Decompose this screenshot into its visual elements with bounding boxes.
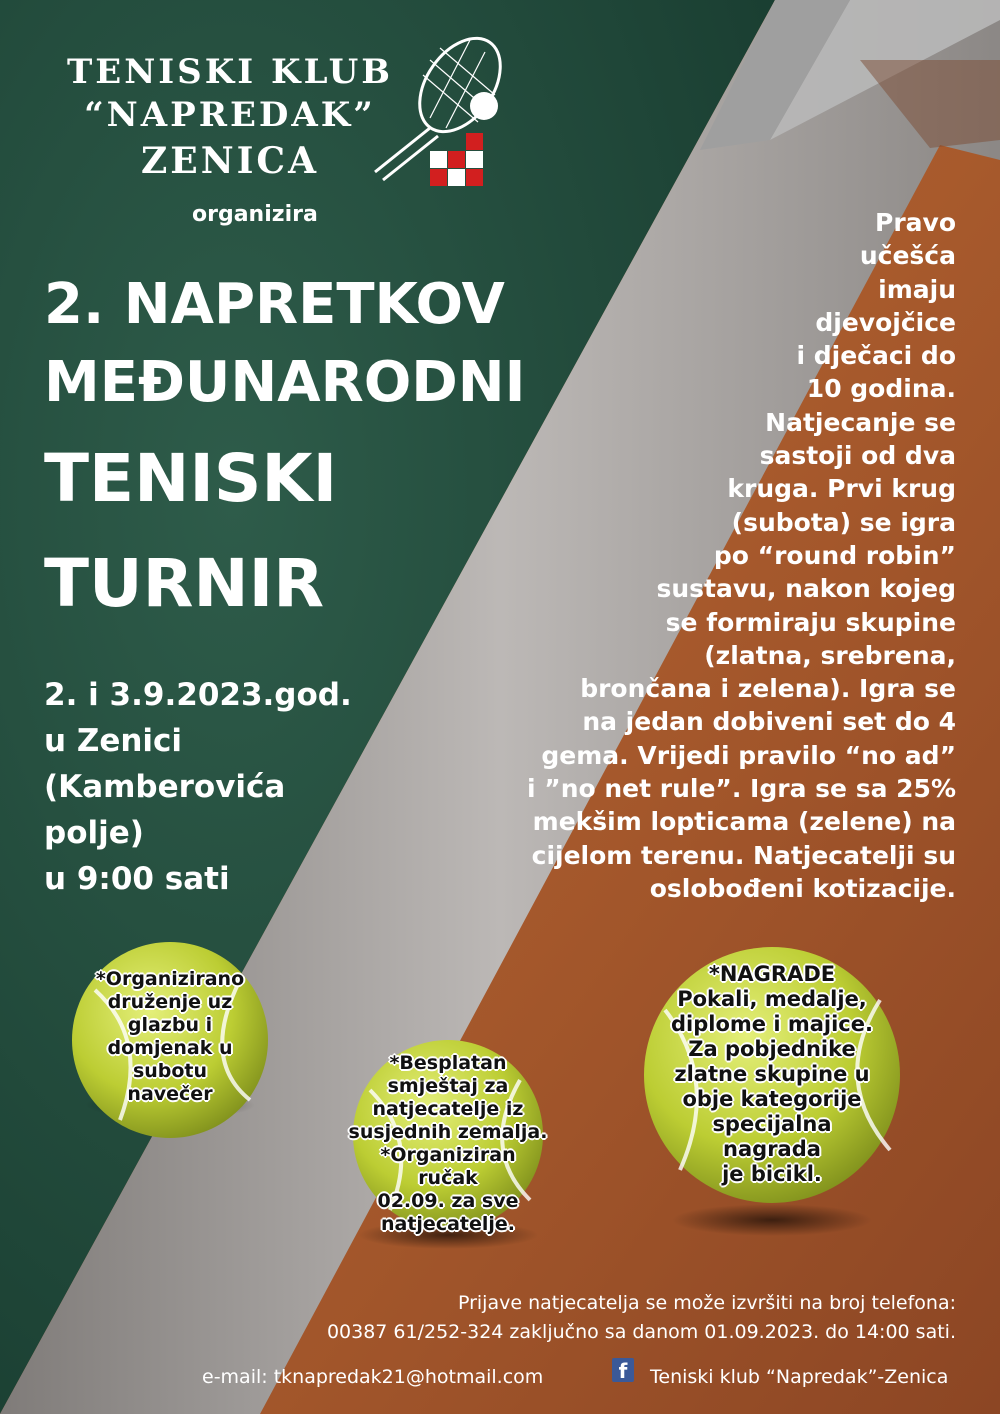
title-line1: 2. NAPRETKOV	[44, 272, 505, 337]
footer-facebook[interactable]: Teniski klub “Napredak”-Zenica	[650, 1366, 949, 1388]
ball-right-line: Za pobjednike	[688, 1037, 856, 1061]
title-line4: TURNIR	[44, 545, 325, 622]
rules-line: oslobođeni kotizacije.	[649, 873, 956, 903]
footer-line1: Prijave natjecatelja se može izvršiti na broj telefona:	[457, 1292, 956, 1314]
rules-text	[516, 206, 956, 905]
ball-middle-line: 02.09. za sve	[377, 1190, 519, 1212]
rules-line: Natjecanje se	[765, 407, 956, 437]
ball-right-line: diplome i majice.	[671, 1012, 873, 1036]
ball-middle-line: susjednih zemalja.	[348, 1121, 548, 1143]
rules-line: sustavu, nakon kojeg	[656, 574, 956, 604]
ball-left-line: subotu	[132, 1060, 208, 1082]
ball-middle-line: *Besplatan	[389, 1052, 507, 1074]
footer-line2: 00387 61/252-324 zaključno sa danom 01.09.2023. do 14:00 sati.	[326, 1321, 956, 1343]
rules-line: cijelom terenu. Natjecatelji su	[531, 840, 956, 870]
rules-line: i dječaci do	[796, 341, 956, 371]
rules-line: (subota) se igra	[731, 507, 956, 537]
event-info	[44, 672, 352, 902]
rules-line: gema. Vrijedi pravilo “no ad”	[541, 740, 956, 770]
ball-right-line: obje kategorije	[682, 1087, 862, 1111]
event-date: 2. i 3.9.2023.god.	[44, 677, 352, 713]
rules-line: se formiraju skupine	[665, 607, 956, 637]
rules-line: 10 godina.	[806, 374, 956, 404]
title-line2: MEĐUNARODNI	[44, 350, 526, 415]
rules-line: učešća	[859, 241, 956, 271]
facebook-icon: f	[612, 1358, 634, 1382]
rules-line: na jedan dobiveni set do 4	[582, 707, 956, 737]
ball-right-line: Pokali, medalje,	[677, 987, 867, 1011]
rules-line: po “round robin”	[713, 540, 956, 570]
ball-right-text	[662, 962, 882, 1187]
ball-right-line: je bicikl.	[722, 1162, 822, 1186]
rules-line: i ”no net rule”. Igra se sa 25%	[526, 774, 956, 804]
club-name-line1: TENISKI KLUB	[66, 52, 394, 92]
rules-line: imaju	[878, 274, 956, 304]
event-time: u 9:00 sati	[44, 861, 230, 897]
rules-line: kruga. Prvi krug	[727, 474, 956, 504]
ball-middle-line: smještaj za	[387, 1075, 509, 1097]
rules-line: brončana i zelena). Igra se	[580, 674, 956, 704]
event-place3: polje)	[44, 815, 144, 851]
ball-middle-line: natjecatelje iz	[372, 1098, 524, 1120]
ball-left-line: domjenak u	[107, 1037, 233, 1059]
ball-left-line: *Organizirano	[95, 968, 245, 990]
ball-middle-line: natjecatelje.	[380, 1213, 515, 1235]
organizira-label: organizira	[192, 202, 318, 227]
rules-line: Pravo	[875, 208, 956, 237]
rules-line: mekšim lopticama (zelene) na	[532, 807, 956, 837]
ball-right-line: *NAGRADE	[708, 962, 836, 986]
event-place1: u Zenici	[44, 723, 183, 759]
event-place2: (Kamberovića	[44, 769, 286, 805]
ball-middle-line: *Organiziran ručak	[380, 1144, 516, 1189]
footer-email[interactable]: e-mail: tknapredak21@hotmail.com	[202, 1366, 544, 1388]
logo-ball-icon	[470, 92, 498, 120]
rules-line: sastoji od dva	[759, 441, 956, 471]
rules-line: djevojčice	[815, 307, 956, 337]
ball-left-line: navečer	[127, 1083, 213, 1105]
rules-line: (zlatna, srebrena,	[704, 640, 956, 670]
ball-right-line: zlatne skupine u	[674, 1062, 870, 1086]
ball-middle-text	[348, 1052, 548, 1236]
ball-left-line: glazbu i	[127, 1014, 213, 1036]
ball-left-line: druženje uz	[107, 991, 233, 1013]
title-line3: TENISKI	[44, 440, 338, 517]
club-name-line2: “NAPREDAK”	[84, 95, 376, 135]
ball-left-text	[80, 968, 260, 1106]
footer-registration	[327, 1292, 956, 1343]
ball-right-line: specijalna nagrada	[712, 1112, 832, 1161]
club-name-line3: ZENICA	[140, 140, 320, 182]
